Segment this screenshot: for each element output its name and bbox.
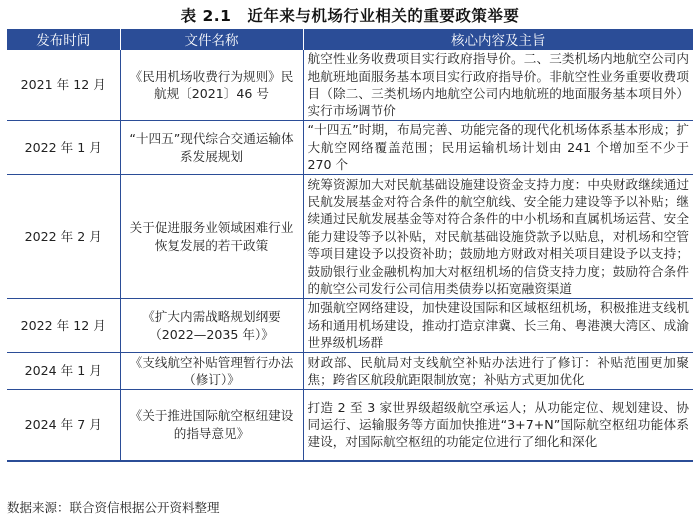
table-title: 表 2.1 近年来与机场行业相关的重要政策举要 [180, 7, 520, 25]
row-document-name: 《民用机场收费行为规则》民航规〔2021〕46 号 [120, 50, 303, 121]
row-date: 2022 年 2 月 [7, 175, 120, 299]
table-row [7, 175, 693, 299]
row-core-content: 航空性业务收费项目实行政府指导价。二、三类机场内地航空公司内地航班地面服务基本项目实行政府指导价。非航空性业务重要收费项目（除二、三类机场内地航空公司内地航班的地面服务基本项目外）实行市场调节价 [303, 50, 693, 121]
row-document-name: “十四五”现代综合交通运输体系发展规划 [120, 121, 303, 175]
header-core: 核心内容及主旨 [303, 29, 693, 50]
row-document-name: 《关于推进国际航空枢纽建设的指导意见》 [120, 390, 303, 461]
row-core-content: “十四五”时期，布局完善、功能完备的现代化机场体系基本形成；扩大航空网络覆盖范围；民用运输机场计划由 241 个增加至不少于 270 个 [303, 121, 693, 175]
table-row [7, 299, 693, 353]
header-date: 发布时间 [7, 29, 120, 50]
table-row [7, 353, 693, 390]
table-header-row [7, 29, 693, 50]
row-document-name: 《扩大内需战略规划纲要（2022—2035 年）》 [120, 299, 303, 353]
row-document-name: 《支线航空补贴管理暂行办法（修订）》 [120, 353, 303, 390]
row-date: 2024 年 1 月 [7, 353, 120, 390]
row-core-content: 财政部、民航局对支线航空补贴办法进行了修订：补贴范围更加聚焦；跨省区航段航距限制放宽；补贴方式更加优化 [303, 353, 693, 390]
table-row [7, 390, 693, 461]
row-date: 2022 年 1 月 [7, 121, 120, 175]
row-core-content: 打造 2 至 3 家世界级超级航空承运人；从功能定位、规划建设、协同运行、运输服务等方面加快推进“3+7+N”国际航空枢纽功能体系建设，对国际航空枢纽的功能定位进行了细化和深化 [303, 390, 693, 461]
table-row [7, 50, 693, 121]
policy-table [7, 29, 693, 462]
row-date: 2021 年 12 月 [7, 50, 120, 121]
row-document-name: 关于促进服务业领域困难行业恢复发展的若干政策 [120, 175, 303, 299]
table-row [7, 121, 693, 175]
header-name: 文件名称 [120, 29, 303, 50]
row-core-content: 加强航空网络建设，加快建设国际和区域枢纽机场，积极推进支线机场和通用机场建设，推动打造京津冀、长三角、粤港澳大湾区、成渝世界级机场群 [303, 299, 693, 353]
row-date: 2024 年 7 月 [7, 390, 120, 461]
data-source-note: 数据来源：联合资信根据公开资料整理 [7, 500, 220, 515]
row-date: 2022 年 12 月 [7, 299, 120, 353]
row-core-content: 统筹资源加大对民航基础设施建设资金支持力度：中央财政继续通过民航发展基金对符合条件的航空航线、安全能力建设等予以补贴；继续通过民航发展基金等对符合条件的中小机场和直属机场运营、安全能力建设等予以补贴，对民航基础设施贷款予以贴息，对机场和空管等项目建设予以投资补助；鼓励地方财政对相关项目建设予以支持；鼓励银行业金融机构加大对枢纽机场的信贷支持力度；鼓励符合条件的航空公司发行公司信用类债券以拓宽融资渠道 [303, 175, 693, 299]
